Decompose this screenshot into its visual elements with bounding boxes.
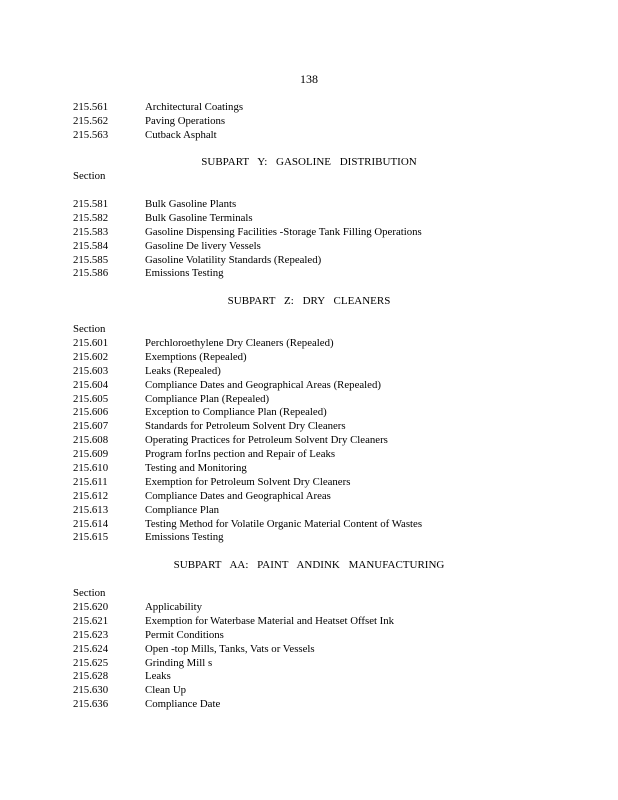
section-entry [73,601,553,615]
section-entry [73,476,553,490]
section-number: 215.620 [73,601,109,613]
subpart-z-heading: SUBPART Z: DRY CLEANERS [227,295,391,307]
section-entry [73,490,553,504]
section-number: 215.561 [73,101,109,113]
section-number: 215.607 [73,420,109,433]
section-title: Compliance Plan (Repealed) [145,392,270,405]
section-entry [73,267,553,281]
section-number: 215.614 [73,517,109,530]
section-title: Gasoline Dispensing Facilities -Storage Tank Filling Operations [145,225,422,238]
section-title: Compliance Plan [145,503,220,516]
section-number: 215.623 [73,628,109,641]
section-entry [73,670,553,684]
section-title: Permit Conditions [145,628,224,641]
section-number: 215.563 [73,128,109,141]
section-entry [73,240,553,254]
section-title: Grinding Mill s [145,656,213,669]
section-title: Emissions Testing [145,531,224,544]
section-title: Leaks [145,670,171,683]
section-number: 215.613 [73,503,109,516]
section-label: Section [73,587,106,599]
section-entry [73,379,553,393]
section-list-subpart-y [73,198,553,281]
section-entry [73,643,553,657]
section-number: 215.605 [73,392,109,405]
section-number: 215.562 [73,114,109,127]
section-number: 215.604 [73,378,109,391]
section-entry [73,393,553,407]
section-number: 215.630 [73,684,109,697]
section-number: 215.621 [73,614,109,627]
section-number: 215.624 [73,642,109,655]
section-title: Bulk Gasoline Plants [145,198,237,210]
section-list-subpart-z [73,337,553,545]
section-entry [73,365,553,379]
section-title: Standards for Petroleum Solvent Dry Cleaners [145,420,346,433]
section-title: Exception to Compliance Plan (Repealed) [145,406,327,419]
section-entry [73,254,553,268]
section-title: Perchloroethylene Dry Cleaners (Repealed) [145,337,334,349]
section-number: 215.636 [73,698,109,711]
section-title: Program forIns pection and Repair of Leaks [145,448,336,461]
section-entry [73,518,553,532]
section-number: 215.606 [73,406,109,419]
section-title: Exemptions (Repealed) [145,350,247,363]
section-list-subpart-aa [73,601,553,712]
section-entry [73,629,553,643]
section-title: Testing Method for Volatile Organic Material Content of Wastes [145,517,423,530]
section-title: Operating Practices for Petroleum Solvent Dry Cleaners [145,434,388,447]
section-entry [73,434,553,448]
subpart-aa-heading: SUBPART AA: PAINT ANDINK MANUFACTURING [173,559,445,571]
section-entry [73,698,553,712]
section-entry [73,448,553,462]
section-number: 215.585 [73,253,109,266]
section-title: Testing and Monitoring [145,462,247,475]
section-title: Gasoline De livery Vessels [145,239,261,252]
section-title: Clean Up [145,684,187,697]
section-title: Architectural Coatings [145,101,244,113]
section-entry [73,115,553,129]
section-entry [73,531,553,545]
section-number: 215.583 [73,225,109,238]
section-entry [73,615,553,629]
section-entry [73,420,553,434]
section-number: 215.615 [73,531,109,544]
section-number: 215.603 [73,364,109,377]
section-number: 215.601 [73,337,109,349]
section-title: Emissions Testing [145,267,224,280]
section-title: Compliance Date [145,698,221,711]
section-number: 215.582 [73,211,109,224]
section-label: Section [73,170,106,182]
section-entry [73,351,553,365]
section-label: Section [73,323,106,335]
section-title: Gasoline Volatility Standards (Repealed) [145,253,322,266]
subpart-y-heading: SUBPART Y: GASOLINE DISTRIBUTION [201,156,417,168]
section-title: Exemption for Petroleum Solvent Dry Cleaners [145,475,351,488]
page-number: 138 [300,72,318,86]
section-number: 215.608 [73,434,109,447]
section-entry [73,462,553,476]
section-title: Open -top Mills, Tanks, Vats or Vessels [145,642,315,655]
section-entry [73,504,553,518]
section-entry [73,129,553,143]
section-number: 215.581 [73,198,109,210]
section-entry [73,684,553,698]
section-number: 215.584 [73,239,109,252]
section-list-subpart-x [73,101,553,143]
section-entry [73,198,553,212]
section-number: 215.586 [73,267,109,280]
section-title: Applicability [145,601,202,613]
section-title: Cutback Asphalt [145,128,217,141]
section-entry [73,212,553,226]
section-entry [73,226,553,240]
section-title: Paving Operations [145,114,226,127]
section-entry [73,101,553,115]
section-title: Exemption for Waterbase Material and Heatset Offset Ink [145,614,395,627]
section-title: Compliance Dates and Geographical Areas [145,489,331,502]
section-title: Bulk Gasoline Terminals [145,211,253,224]
section-number: 215.612 [73,489,109,502]
section-title: Compliance Dates and Geographical Areas (Repealed) [145,378,381,391]
section-number: 215.628 [73,670,109,683]
section-number: 215.610 [73,462,109,475]
section-entry [73,337,553,351]
section-entry [73,657,553,671]
section-title: Leaks (Repealed) [145,364,221,377]
section-entry [73,406,553,420]
section-number: 215.609 [73,448,109,461]
section-number: 215.625 [73,656,109,669]
section-number: 215.611 [73,475,108,488]
section-number: 215.602 [73,350,109,363]
